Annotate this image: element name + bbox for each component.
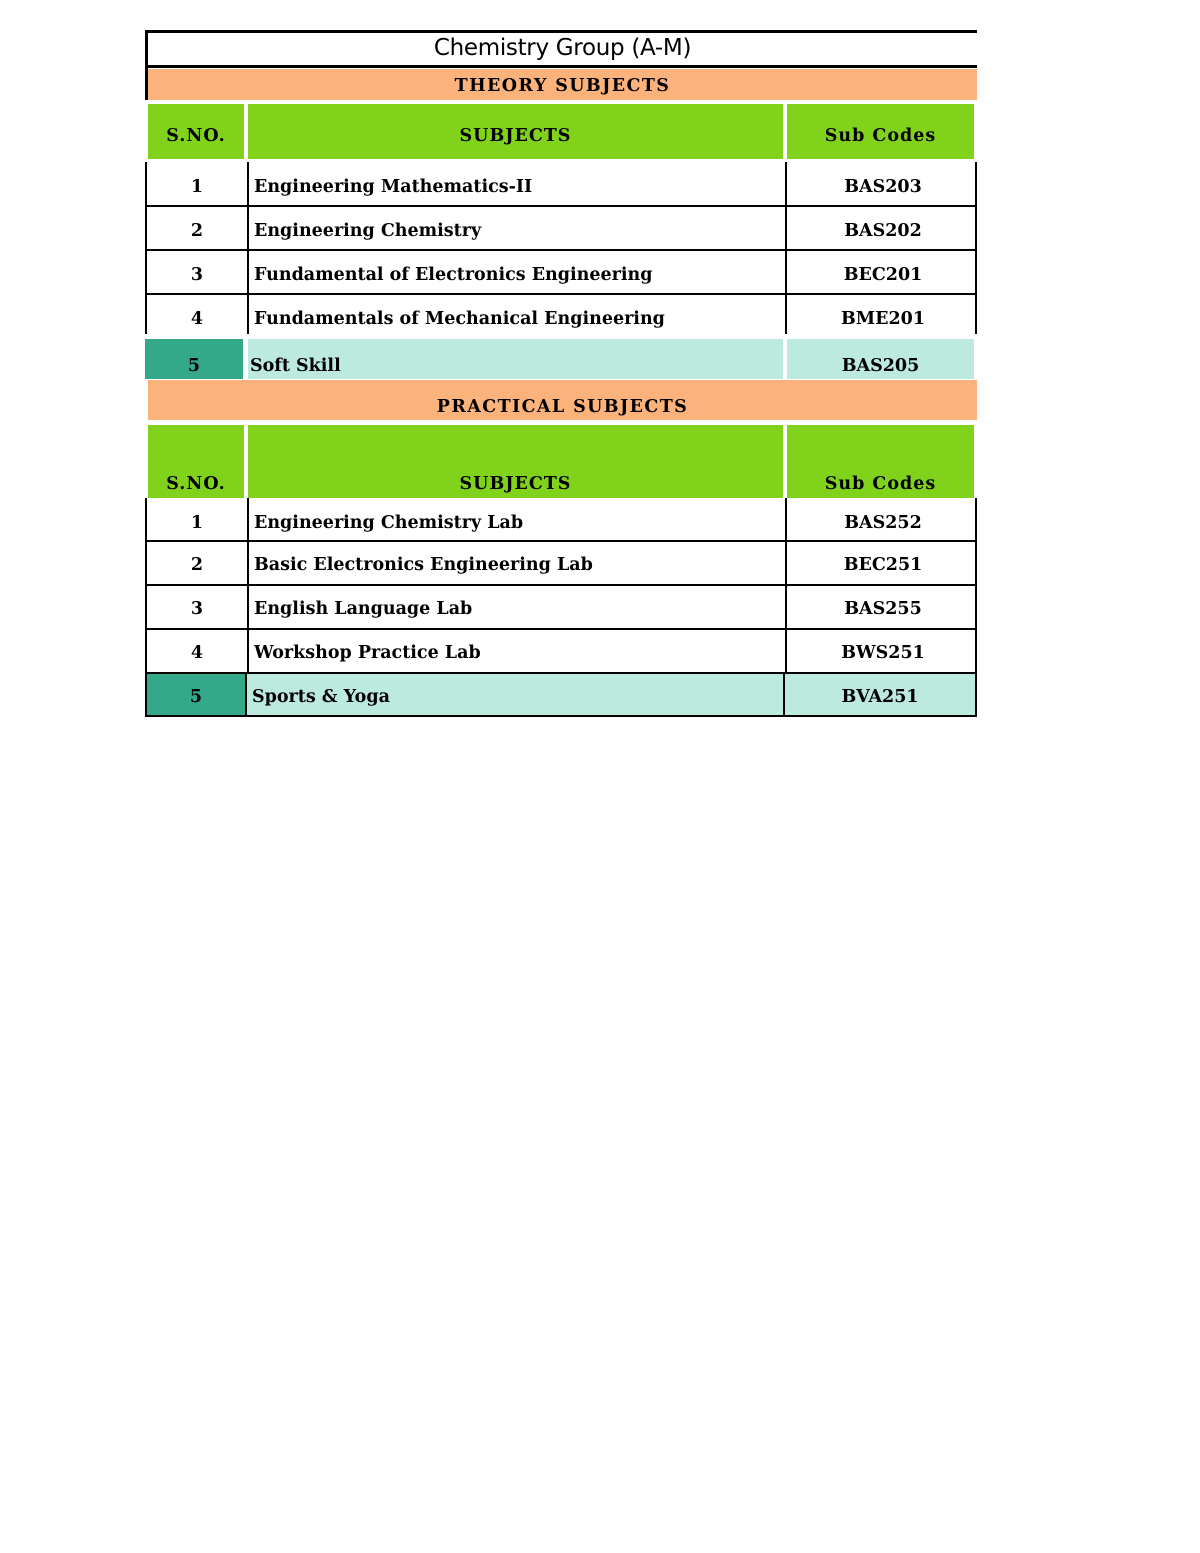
table-row (145, 542, 977, 586)
table-row (145, 162, 977, 207)
code-cell: BWS251 (841, 643, 925, 663)
subject-cell: Workshop Practice Lab (247, 630, 787, 672)
practical-col-sno: S.NO. (148, 425, 244, 498)
code-cell: BEC201 (843, 265, 923, 285)
code-cell: BAS252 (844, 513, 922, 533)
theory-col-sno: S.NO. (148, 104, 244, 159)
sno-cell: 1 (190, 513, 204, 533)
subject-cell: Sports & Yoga (245, 674, 785, 715)
subject-cell: Engineering Mathematics-II (247, 162, 787, 205)
code-cell: BEC251 (843, 555, 923, 575)
sno-cell: 3 (190, 599, 204, 619)
table-row (145, 251, 977, 295)
subject-cell: English Language Lab (247, 586, 787, 628)
table-row (145, 498, 977, 542)
code-cell: BAS202 (844, 221, 922, 241)
sno-cell: 5 (147, 674, 245, 715)
code-cell: BME201 (840, 309, 926, 329)
subject-cell: Fundamentals of Mechanical Engineering (247, 295, 787, 334)
sno-cell: 4 (190, 643, 204, 663)
practical-col-subjects: SUBJECTS (248, 425, 783, 498)
practical-section-heading: PRACTICAL SUBJECTS (148, 380, 977, 420)
table-row (145, 295, 977, 334)
table-row (145, 207, 977, 251)
sno-cell: 3 (190, 265, 204, 285)
sno-cell: 4 (190, 309, 204, 329)
code-cell: BVA251 (785, 674, 975, 715)
subject-cell: Fundamental of Electronics Engineering (247, 251, 787, 293)
table-row-highlighted (145, 339, 977, 379)
sno-cell: 5 (145, 339, 243, 379)
title-divider (145, 65, 977, 68)
theory-col-subjects: SUBJECTS (248, 104, 783, 159)
subject-cell: Soft Skill (248, 339, 783, 379)
table-row (145, 630, 977, 674)
table-row (145, 586, 977, 630)
subject-cell: Engineering Chemistry (247, 207, 787, 249)
sheet-title: Chemistry Group (A-M) (145, 30, 977, 66)
theory-section-heading: THEORY SUBJECTS (148, 69, 977, 100)
subject-cell: Engineering Chemistry Lab (247, 498, 787, 540)
sno-cell: 2 (190, 221, 204, 241)
practical-col-codes: Sub Codes (787, 425, 974, 498)
table-row-highlighted (145, 674, 977, 717)
sno-cell: 1 (190, 177, 204, 197)
subject-cell: Basic Electronics Engineering Lab (247, 542, 787, 584)
theory-col-codes: Sub Codes (787, 104, 974, 159)
sno-cell: 2 (190, 555, 204, 575)
code-cell: BAS255 (844, 599, 922, 619)
code-cell: BAS205 (787, 339, 974, 379)
code-cell: BAS203 (844, 177, 922, 197)
